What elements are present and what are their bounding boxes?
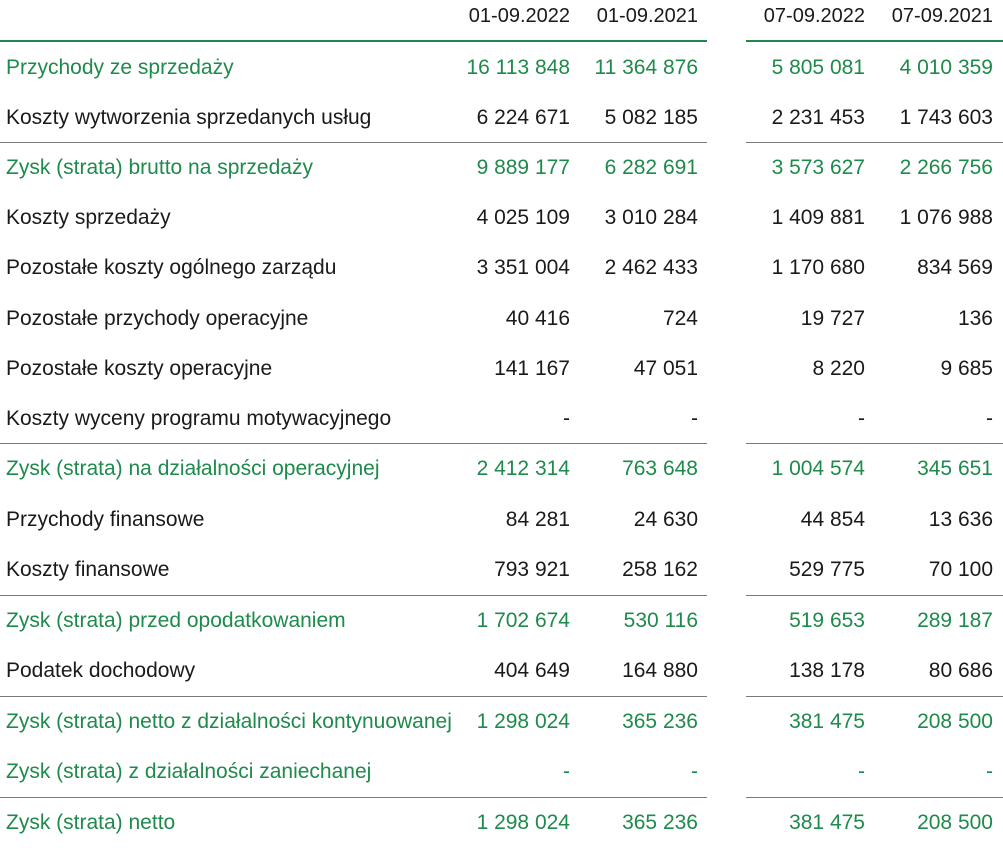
table-row bbox=[0, 193, 1003, 243]
row-value-01-09-2022: 4 025 109 bbox=[476, 206, 570, 229]
row-value-01-09-2021: 2 462 433 bbox=[604, 256, 698, 279]
row-value-01-09-2022: 84 281 bbox=[505, 508, 570, 531]
row-value-01-09-2021: 11 364 876 bbox=[594, 56, 698, 79]
row-value-07-09-2022: - bbox=[858, 760, 865, 783]
table-row bbox=[0, 495, 1003, 545]
row-value-07-09-2021: 70 100 bbox=[928, 558, 993, 581]
row-value-07-09-2021: 345 651 bbox=[917, 457, 993, 480]
row-value-07-09-2021: 136 bbox=[957, 307, 993, 330]
row-value-07-09-2022: 2 231 453 bbox=[771, 106, 865, 129]
row-label: Koszty wytworzenia sprzedanych usług bbox=[6, 106, 372, 129]
table-row bbox=[0, 697, 1003, 747]
table-row bbox=[0, 344, 1003, 394]
row-value-07-09-2021: - bbox=[986, 760, 993, 783]
row-value-07-09-2021: 4 010 359 bbox=[899, 56, 993, 79]
table-row bbox=[0, 747, 1003, 797]
row-value-01-09-2022: 1 702 674 bbox=[476, 609, 570, 632]
row-value-01-09-2022: 40 416 bbox=[505, 307, 570, 330]
row-value-07-09-2021: 9 685 bbox=[940, 357, 993, 380]
row-value-01-09-2022: 1 298 024 bbox=[476, 710, 570, 733]
row-label: Pozostałe koszty ogólnego zarządu bbox=[6, 256, 337, 279]
row-value-07-09-2021: 80 686 bbox=[928, 659, 993, 682]
row-value-01-09-2022: 16 113 848 bbox=[466, 56, 570, 79]
table-row bbox=[0, 646, 1003, 696]
header-divider-left bbox=[0, 40, 707, 42]
row-value-01-09-2022: - bbox=[563, 760, 570, 783]
header-divider-right bbox=[746, 40, 1003, 42]
row-value-07-09-2021: 208 500 bbox=[917, 811, 993, 834]
table-row bbox=[0, 798, 1003, 848]
row-value-07-09-2022: 44 854 bbox=[800, 508, 865, 531]
row-label: Podatek dochodowy bbox=[6, 659, 196, 682]
row-value-01-09-2022: - bbox=[563, 407, 570, 430]
row-value-07-09-2022: 519 653 bbox=[789, 609, 865, 632]
row-label: Zysk (strata) przed opodatkowaniem bbox=[6, 609, 346, 632]
row-value-01-09-2021: 724 bbox=[662, 307, 698, 330]
row-value-01-09-2022: 9 889 177 bbox=[476, 156, 570, 179]
row-value-07-09-2022: 19 727 bbox=[800, 307, 865, 330]
table-row bbox=[0, 596, 1003, 646]
row-value-01-09-2022: 2 412 314 bbox=[476, 457, 570, 480]
row-value-07-09-2021: 834 569 bbox=[917, 256, 993, 279]
table-row bbox=[0, 143, 1003, 193]
row-value-07-09-2022: 8 220 bbox=[812, 357, 865, 380]
row-value-01-09-2022: 3 351 004 bbox=[476, 256, 570, 279]
row-label: Koszty sprzedaży bbox=[6, 206, 171, 229]
row-label: Przychody ze sprzedaży bbox=[6, 56, 234, 79]
row-value-07-09-2022: 1 409 881 bbox=[771, 206, 865, 229]
row-value-01-09-2021: 6 282 691 bbox=[604, 156, 698, 179]
row-value-07-09-2021: 1 076 988 bbox=[899, 206, 993, 229]
row-label: Zysk (strata) z działalności zaniechanej bbox=[6, 760, 372, 783]
row-value-01-09-2021: 365 236 bbox=[622, 710, 698, 733]
row-value-07-09-2021: 13 636 bbox=[928, 508, 993, 531]
row-label: Zysk (strata) netto bbox=[6, 811, 176, 834]
row-value-01-09-2022: 793 921 bbox=[494, 558, 570, 581]
row-value-01-09-2021: 763 648 bbox=[622, 457, 698, 480]
row-label: Koszty finansowe bbox=[6, 558, 170, 581]
header-col-07-09-2021: 07-09.2021 bbox=[891, 5, 993, 27]
row-value-01-09-2021: - bbox=[691, 407, 698, 430]
row-value-07-09-2022: 529 775 bbox=[789, 558, 865, 581]
row-value-01-09-2021: 3 010 284 bbox=[604, 206, 698, 229]
row-value-07-09-2022: - bbox=[858, 407, 865, 430]
table-row bbox=[0, 43, 1003, 93]
row-value-07-09-2021: 208 500 bbox=[917, 710, 993, 733]
row-label: Koszty wyceny programu motywacyjnego bbox=[6, 407, 392, 430]
header-col-07-09-2022: 07-09.2022 bbox=[763, 5, 865, 27]
row-label: Zysk (strata) netto z działalności kontynuowanej bbox=[6, 710, 452, 733]
table-row bbox=[0, 294, 1003, 344]
row-value-07-09-2021: - bbox=[986, 407, 993, 430]
row-value-01-09-2021: 258 162 bbox=[622, 558, 698, 581]
table-row bbox=[0, 444, 1003, 494]
row-value-01-09-2022: 1 298 024 bbox=[476, 811, 570, 834]
row-value-01-09-2021: 365 236 bbox=[622, 811, 698, 834]
row-label: Przychody finansowe bbox=[6, 508, 205, 531]
row-label: Zysk (strata) brutto na sprzedaży bbox=[6, 156, 313, 179]
row-value-07-09-2021: 2 266 756 bbox=[899, 156, 993, 179]
row-value-01-09-2021: - bbox=[691, 760, 698, 783]
row-value-01-09-2021: 47 051 bbox=[633, 357, 698, 380]
row-value-07-09-2022: 3 573 627 bbox=[771, 156, 865, 179]
row-value-07-09-2022: 381 475 bbox=[789, 710, 865, 733]
row-value-01-09-2022: 141 167 bbox=[494, 357, 570, 380]
table-header bbox=[0, 0, 1003, 32]
table-row bbox=[0, 394, 1003, 444]
row-value-01-09-2021: 5 082 185 bbox=[604, 106, 698, 129]
header-col-01-09-2022: 01-09.2022 bbox=[468, 5, 570, 27]
header-col-01-09-2021: 01-09.2021 bbox=[596, 5, 698, 27]
table-row bbox=[0, 545, 1003, 595]
row-label: Zysk (strata) na działalności operacyjnej bbox=[6, 457, 380, 480]
row-value-07-09-2021: 1 743 603 bbox=[899, 106, 993, 129]
row-label: Pozostałe przychody operacyjne bbox=[6, 307, 309, 330]
row-value-07-09-2022: 5 805 081 bbox=[771, 56, 865, 79]
row-value-07-09-2022: 1 004 574 bbox=[771, 457, 865, 480]
row-value-01-09-2021: 530 116 bbox=[623, 609, 698, 632]
row-value-01-09-2022: 404 649 bbox=[494, 659, 570, 682]
row-value-01-09-2021: 24 630 bbox=[633, 508, 698, 531]
row-value-07-09-2021: 289 187 bbox=[917, 609, 993, 632]
table-row bbox=[0, 93, 1003, 143]
row-value-07-09-2022: 381 475 bbox=[789, 811, 865, 834]
row-value-07-09-2022: 138 178 bbox=[789, 659, 865, 682]
row-value-01-09-2021: 164 880 bbox=[622, 659, 698, 682]
row-value-01-09-2022: 6 224 671 bbox=[476, 106, 570, 129]
row-value-07-09-2022: 1 170 680 bbox=[771, 256, 865, 279]
row-label: Pozostałe koszty operacyjne bbox=[6, 357, 273, 380]
table-row bbox=[0, 243, 1003, 293]
